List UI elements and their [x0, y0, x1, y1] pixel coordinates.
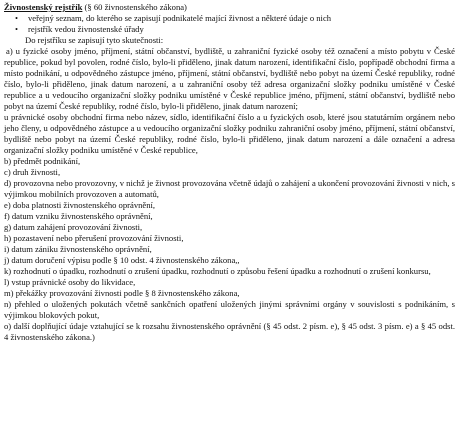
list-item-e: e) doba platnosti živnostenského oprávnění, [4, 200, 156, 210]
list-item-legal-entity: u právnické osoby obchodní firma nebo název, sídlo, identifikační číslo a u fyzických osob, které jsou statutárním orgánem nebo jeho členy, u odpovědného zástupce a u vedoucího organizační složky podniku zahraniční osoby jméno, příjmení, státní občanství, bydliště nebo pobyt na území České republiky, rodné číslo, bylo-li přiděleno, jinak datum narození a dále označení a adresa organizační složky podniku umístěné v České republice, [4, 112, 455, 155]
list-item-m: m) překážky provozování živnosti podle § 8 živnostenského zákona, [4, 288, 240, 298]
list-item-a: a) u fyzické osoby jméno, příjmení, státní občanství, bydliště, u zahraniční fyzické osoby též označení a místo pobytu v České republice, pokud byl povolen, rodné číslo, bylo-li přiděleno, jinak datum narození, identifikační číslo, popřípadě obchodní firma a místo podnikání, u odpovědného zástupce jméno, příjmení, státní občanství, bydliště nebo pobyt na území České republiky, rodné číslo, bylo-li přiděleno, jinak datum narození, a u zahraniční osoby též adresa organizační složky podniku umístěné v České republice a u vedoucího organizační složky podniku umístěné v České republice jméno, příjmení, státní občanství, bydliště nebo pobyt na území České republiky, rodné číslo, bylo-li přiděleno, jinak datum narození; [4, 46, 455, 111]
list-item-l: l) vstup právnické osoby do likvidace, [4, 277, 136, 287]
list-item-o: o) další doplňující údaje vztahující se k rozsahu živnostenského oprávnění (§ 45 odst. 2 písm. e), § 45 odst. 3 písm. e) a § 45 odst. 4 živnostenského zákona.) [4, 321, 455, 342]
bullet-item: • rejstřík vedou živnostenské úřady [28, 24, 455, 35]
bullet-item: • veřejný seznam, do kterého se zapisují podnikatelé mající živnost a některé údaje o nich [28, 13, 455, 24]
list-item-k: k) rozhodnutí o úpadku, rozhodnutí o zrušení úpadku, rozhodnutí o způsobu řešení úpadku a rozhodnutí o zrušení konkursu, [4, 266, 431, 276]
list-item-n: n) přehled o uložených pokutách včetně sankčních opatření uložených jinými správními orgány v souvislosti s podnikáním, s výjimkou blokových pokut, [4, 299, 455, 320]
bullet-list [4, 13, 455, 35]
heading-reference: (§ 60 živnostenského zákona) [82, 2, 187, 12]
document-body [4, 2, 455, 343]
list-item-f: f) datum vzniku živnostenského oprávnění, [4, 211, 153, 221]
list-item-c: c) druh živnosti, [4, 167, 61, 177]
list-item-h: h) pozastavení nebo přerušení provozování živnosti, [4, 233, 184, 243]
heading-title: Živnostenský rejstřík [4, 2, 83, 12]
list-item-b: b) předmět podnikání, [4, 156, 81, 166]
list-item-g: g) datum zahájení provozování živnosti, [4, 222, 143, 232]
document-heading [4, 2, 455, 13]
list-item-j: j) datum doručení výpisu podle § 10 odst. 4 živnostenského zákona,, [4, 255, 240, 265]
list-item-i: i) datum zániku živnostenského oprávnění, [4, 244, 152, 254]
list-item-d: d) provozovna nebo provozovny, v nichž je živnost provozována včetně údajů o zahájení a ukončení provozování živnosti v nich, s výjimkou mobilních provozoven a automatů, [4, 178, 455, 199]
intro-paragraph: Do rejstříku se zapisují tyto skutečnosti: [25, 35, 164, 45]
